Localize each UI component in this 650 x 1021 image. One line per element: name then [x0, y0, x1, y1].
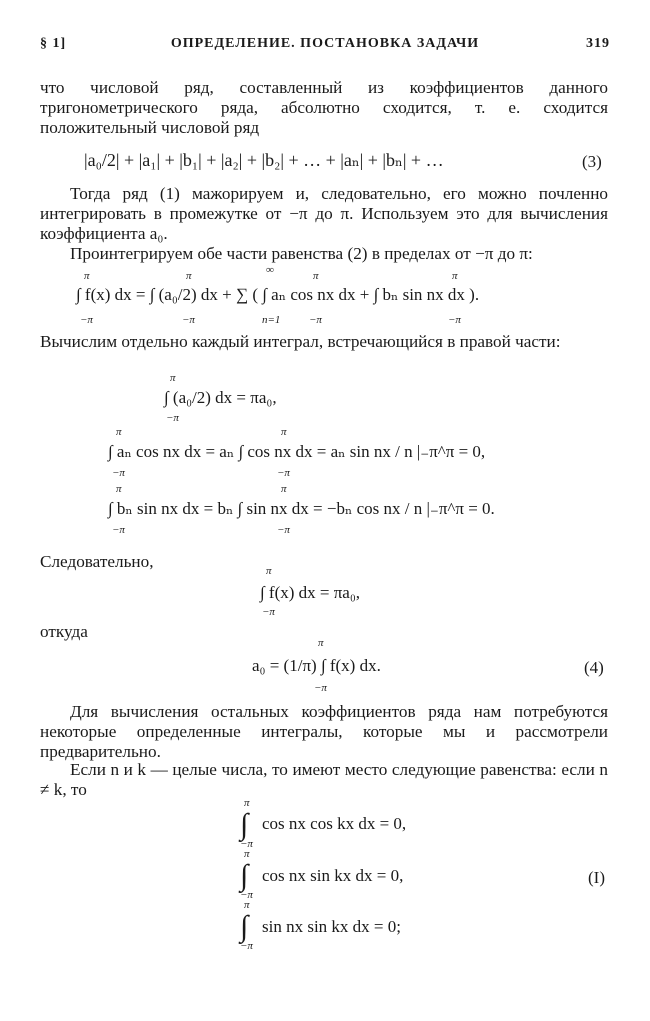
paragraph-4: Вычислим отдельно каждый интеграл, встречающийся в правой части: [40, 332, 561, 351]
limit-lower: −π [112, 524, 125, 536]
paragraph-6: откуда [40, 622, 88, 641]
paragraph-1: что числовой ряд, составленный из коэффициентов данного тригонометрического ряда, абсолютно сходится, т. е. сходится положительный числовой ряд [40, 78, 608, 137]
sum-upper: ∞ [266, 264, 274, 276]
sum-lower: n=1 [262, 314, 281, 326]
integral-sign-icon: ∫ [240, 910, 249, 943]
limit-lower: −π [80, 314, 93, 326]
integral-sign-icon: ∫ [240, 808, 249, 841]
limit-upper: π [84, 270, 90, 282]
limit-lower: −π [166, 412, 179, 424]
paragraph-8: Если n и k — целые числа, то имеют место следующие равенства: если n ≠ k, то [40, 760, 608, 799]
limit-lower: −π [314, 682, 327, 694]
limit-upper: π [116, 426, 122, 438]
limit-lower: −π [240, 940, 253, 952]
limit-upper: π [244, 848, 250, 860]
running-header [40, 36, 610, 60]
chapter-title: ОПРЕДЕЛЕНИЕ. ПОСТАНОВКА ЗАДАЧИ [170, 36, 480, 51]
equation-I-number: (I) [588, 868, 605, 887]
equation-3: |a₀/2| + |a₁| + |b₁| + |a₂| + |b₂| + … + |aₙ| + |bₙ| + … [84, 150, 444, 170]
limit-lower: −π [182, 314, 195, 326]
equation-4: a₀ = (1/π) ∫ f(x) dx. [252, 656, 381, 675]
integral-sign-icon: ∫ [240, 859, 249, 892]
limit-upper: π [170, 372, 176, 384]
limit-upper: π [116, 483, 122, 495]
equation-a0-integral: ∫ (a₀/2) dx = πa₀, [164, 388, 277, 407]
limit-lower: −π [240, 838, 253, 850]
limit-lower: −π [277, 524, 290, 536]
limit-upper: π [313, 270, 319, 282]
limit-lower: −π [240, 889, 253, 901]
equation-3-number: (3) [582, 152, 602, 171]
limit-lower: −π [277, 467, 290, 479]
limit-upper: π [186, 270, 192, 282]
limit-upper: π [452, 270, 458, 282]
paragraph-5: Следовательно, [40, 552, 154, 571]
paragraph-3: Проинтегрируем обе части равенства (2) в пределах от −π до π: [70, 244, 533, 263]
limit-upper: π [244, 797, 250, 809]
equation-I-1: cos nx cos kx dx = 0, [262, 814, 407, 833]
limit-lower: −π [309, 314, 322, 326]
equation-an-integral: ∫ aₙ cos nx dx = aₙ ∫ cos nx dx = aₙ sin nx / n |₋π^π = 0, [108, 442, 486, 461]
limit-upper: π [244, 899, 250, 911]
equation-I-2: cos nx sin kx dx = 0, [262, 866, 404, 885]
page-number: 319 [586, 36, 610, 51]
section-marker: § 1] [40, 36, 67, 51]
equation-I-3: sin nx sin kx dx = 0; [262, 917, 401, 936]
limit-upper: π [266, 565, 272, 577]
paragraph-2: Тогда ряд (1) мажорируем и, следовательно, его можно почленно интегрировать в промежутке от −π до π. Используем это для вычисления коэффициента a₀. [40, 184, 608, 243]
limit-upper: π [318, 637, 324, 649]
limit-upper: π [281, 483, 287, 495]
limit-lower: −π [448, 314, 461, 326]
equation-bn-integral: ∫ bₙ sin nx dx = bₙ ∫ sin nx dx = −bₙ cos nx / n |₋π^π = 0. [108, 499, 495, 518]
equation-f-integral: ∫ f(x) dx = πa₀, [260, 583, 361, 602]
limit-lower: −π [262, 606, 275, 618]
equation-4-number: (4) [584, 658, 604, 677]
limit-lower: −π [112, 467, 125, 479]
main-integral-body: ∫ f(x) dx = ∫ (a₀/2) dx + ∑ ( ∫ aₙ cos nx dx + ∫ bₙ sin nx dx ). [76, 285, 480, 304]
paragraph-7: Для вычисления остальных коэффициентов ряда нам потребуются некоторые определенные интегралы, которые мы и рассмотрели предварительно. [40, 702, 608, 761]
limit-upper: π [281, 426, 287, 438]
